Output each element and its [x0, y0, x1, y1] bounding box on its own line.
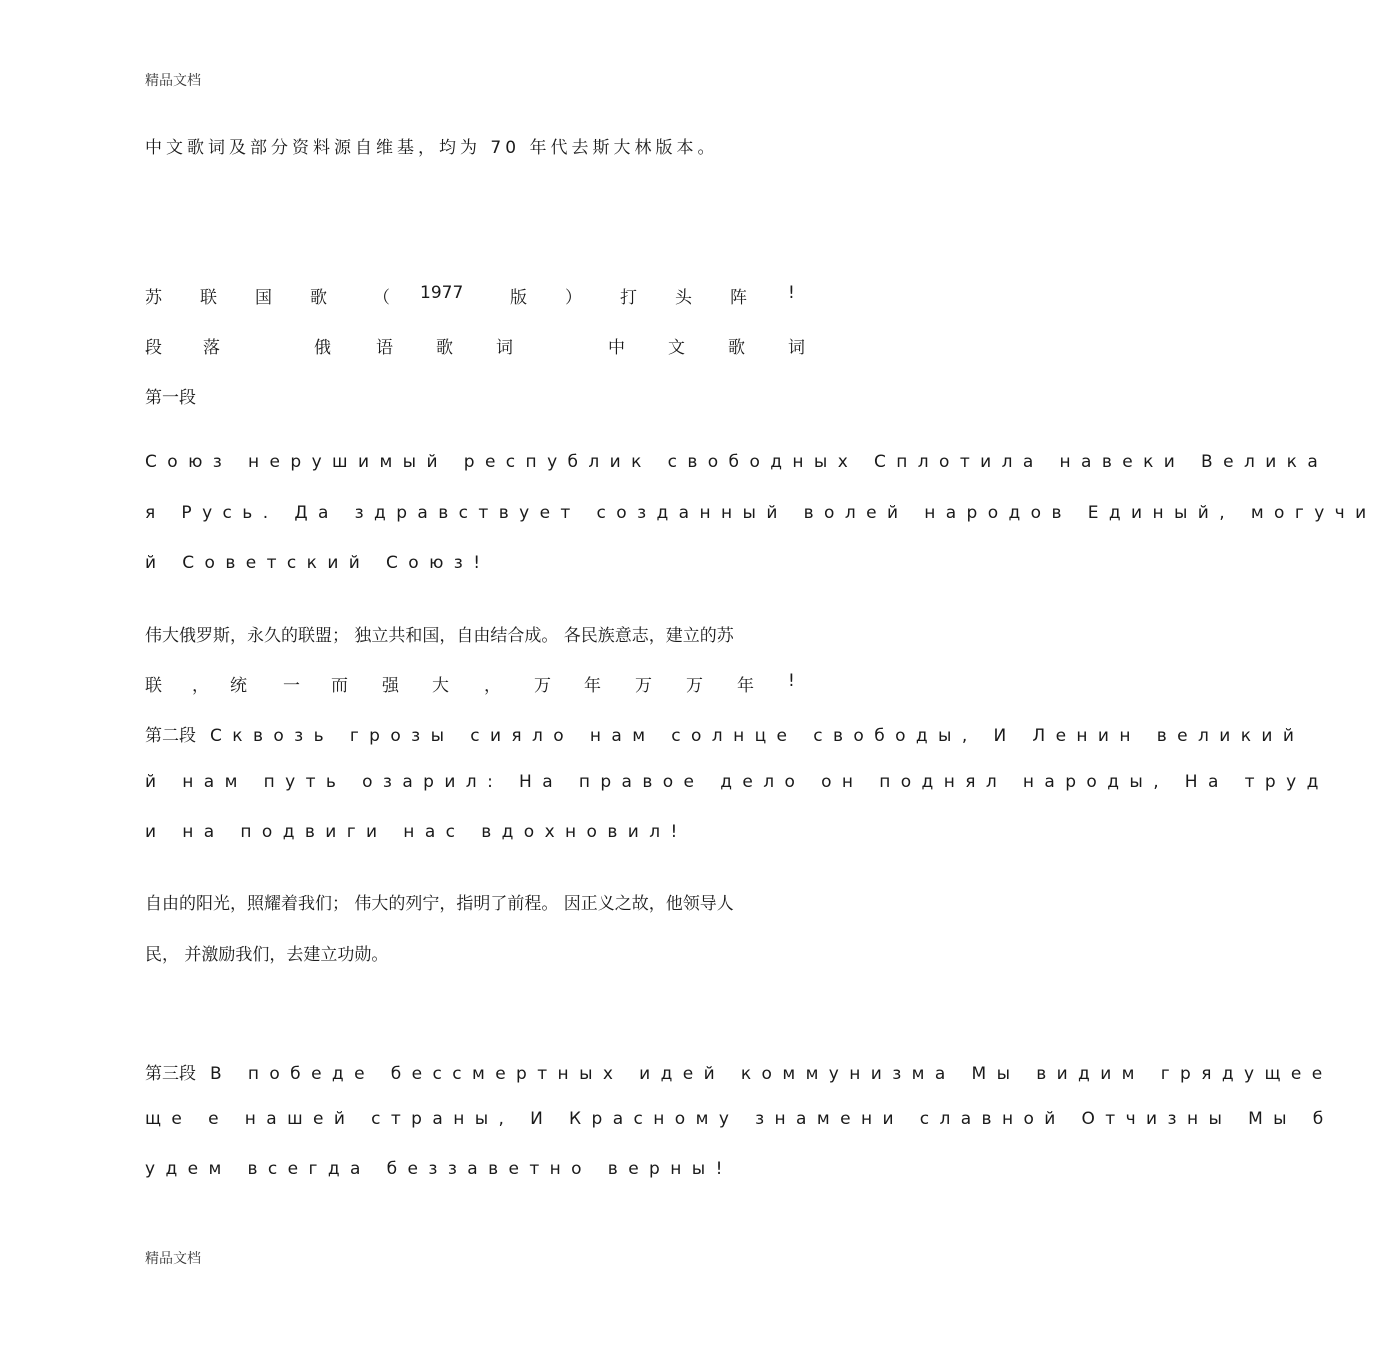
zh-char: 强 [382, 676, 399, 696]
verse2-russian-line: Сквозь грозы сияло нам солнце свободы, И Ленин великий [210, 726, 1305, 746]
verse1-chinese-line: 伟大俄罗斯，永久的联盟； 独立共和国，自由结合成。 各民族意志，建立的苏 [145, 626, 734, 646]
title-char: 苏 [145, 288, 162, 308]
header-col-chinese: 中 [608, 338, 625, 358]
verse1-chinese-line2 [0, 671, 950, 695]
verse2-label: 第二段 [145, 726, 196, 746]
zh-char: 年 [584, 676, 601, 696]
verse3-russian-line: ще е нашей страны, И Красному знамени славной Отчизны Мы б [145, 1109, 1334, 1129]
title-char: 国 [255, 288, 272, 308]
title-char: 阵 [730, 288, 747, 308]
title-char: ! [788, 283, 795, 303]
zh-char: ! [788, 671, 795, 691]
zh-char: 万 [686, 676, 703, 696]
header-col-chinese: 歌 [728, 338, 745, 358]
header-col-russian: 语 [376, 338, 393, 358]
watermark-bottom: 精品文档 [145, 1251, 201, 1267]
zh-char: 万 [534, 676, 551, 696]
zh-char: 年 [737, 676, 754, 696]
verse3-russian-line: удем всегда беззаветно верны! [145, 1159, 733, 1179]
title-char: 联 [200, 288, 217, 308]
title-char: ） [565, 288, 582, 308]
header-col-segment: 落 [203, 338, 220, 358]
zh-char: 统 [230, 676, 247, 696]
header-col-russian: 词 [496, 338, 513, 358]
header-col-russian: 歌 [436, 338, 453, 358]
verse1-russian-line: й Советский Союз! [145, 553, 491, 573]
title-char: 头 [675, 288, 692, 308]
zh-char: 一 [283, 676, 300, 696]
verse2-russian-line: и на подвиги нас вдохновил! [145, 822, 688, 842]
header-col-chinese: 文 [668, 338, 685, 358]
watermark-top: 精品文档 [145, 73, 201, 89]
zh-char: 而 [331, 676, 348, 696]
verse1-russian-line: я Русь. Да здравствует созданный волей народов Единый, могучи [145, 503, 1377, 523]
zh-char: ， [192, 676, 209, 696]
title-char: 版 [510, 288, 527, 308]
header-col-chinese: 词 [788, 338, 805, 358]
verse1-russian-line: Союз нерушимый республик свободных Сплотила навеки Велика [145, 452, 1329, 472]
zh-char: 万 [635, 676, 652, 696]
verse3-first-row [145, 1059, 1333, 1084]
title-char: （ [373, 288, 390, 308]
anthem-title [0, 283, 950, 307]
zh-char: 大 [432, 676, 449, 696]
verse2-chinese-line: 民， 并激励我们，去建立功勋。 [145, 945, 389, 965]
table-header [0, 333, 950, 357]
verse2-chinese-line: 自由的阳光，照耀着我们； 伟大的列宁，指明了前程。 因正义之故，他领导人 [145, 894, 734, 914]
verse1-label: 第一段 [145, 388, 196, 408]
title-year: 1977 [420, 283, 464, 303]
header-col-segment: 段 [145, 338, 162, 358]
zh-char: 联 [145, 676, 162, 696]
intro-text: 中文歌词及部分资料源自维基，均为 70 年代去斯大林版本。 [145, 138, 719, 158]
zh-char: ， [484, 676, 501, 696]
verse2-first-row [145, 721, 1304, 746]
verse3-russian-line: В победе бессмертных идей коммунизма Мы видим грядущее [210, 1064, 1333, 1084]
verse3-label: 第三段 [145, 1064, 196, 1084]
header-col-russian: 俄 [314, 338, 331, 358]
title-char: 打 [620, 288, 637, 308]
verse2-russian-line: й нам путь озарил: На правое дело он поднял народы, На труд [145, 772, 1329, 792]
title-char: 歌 [310, 288, 327, 308]
